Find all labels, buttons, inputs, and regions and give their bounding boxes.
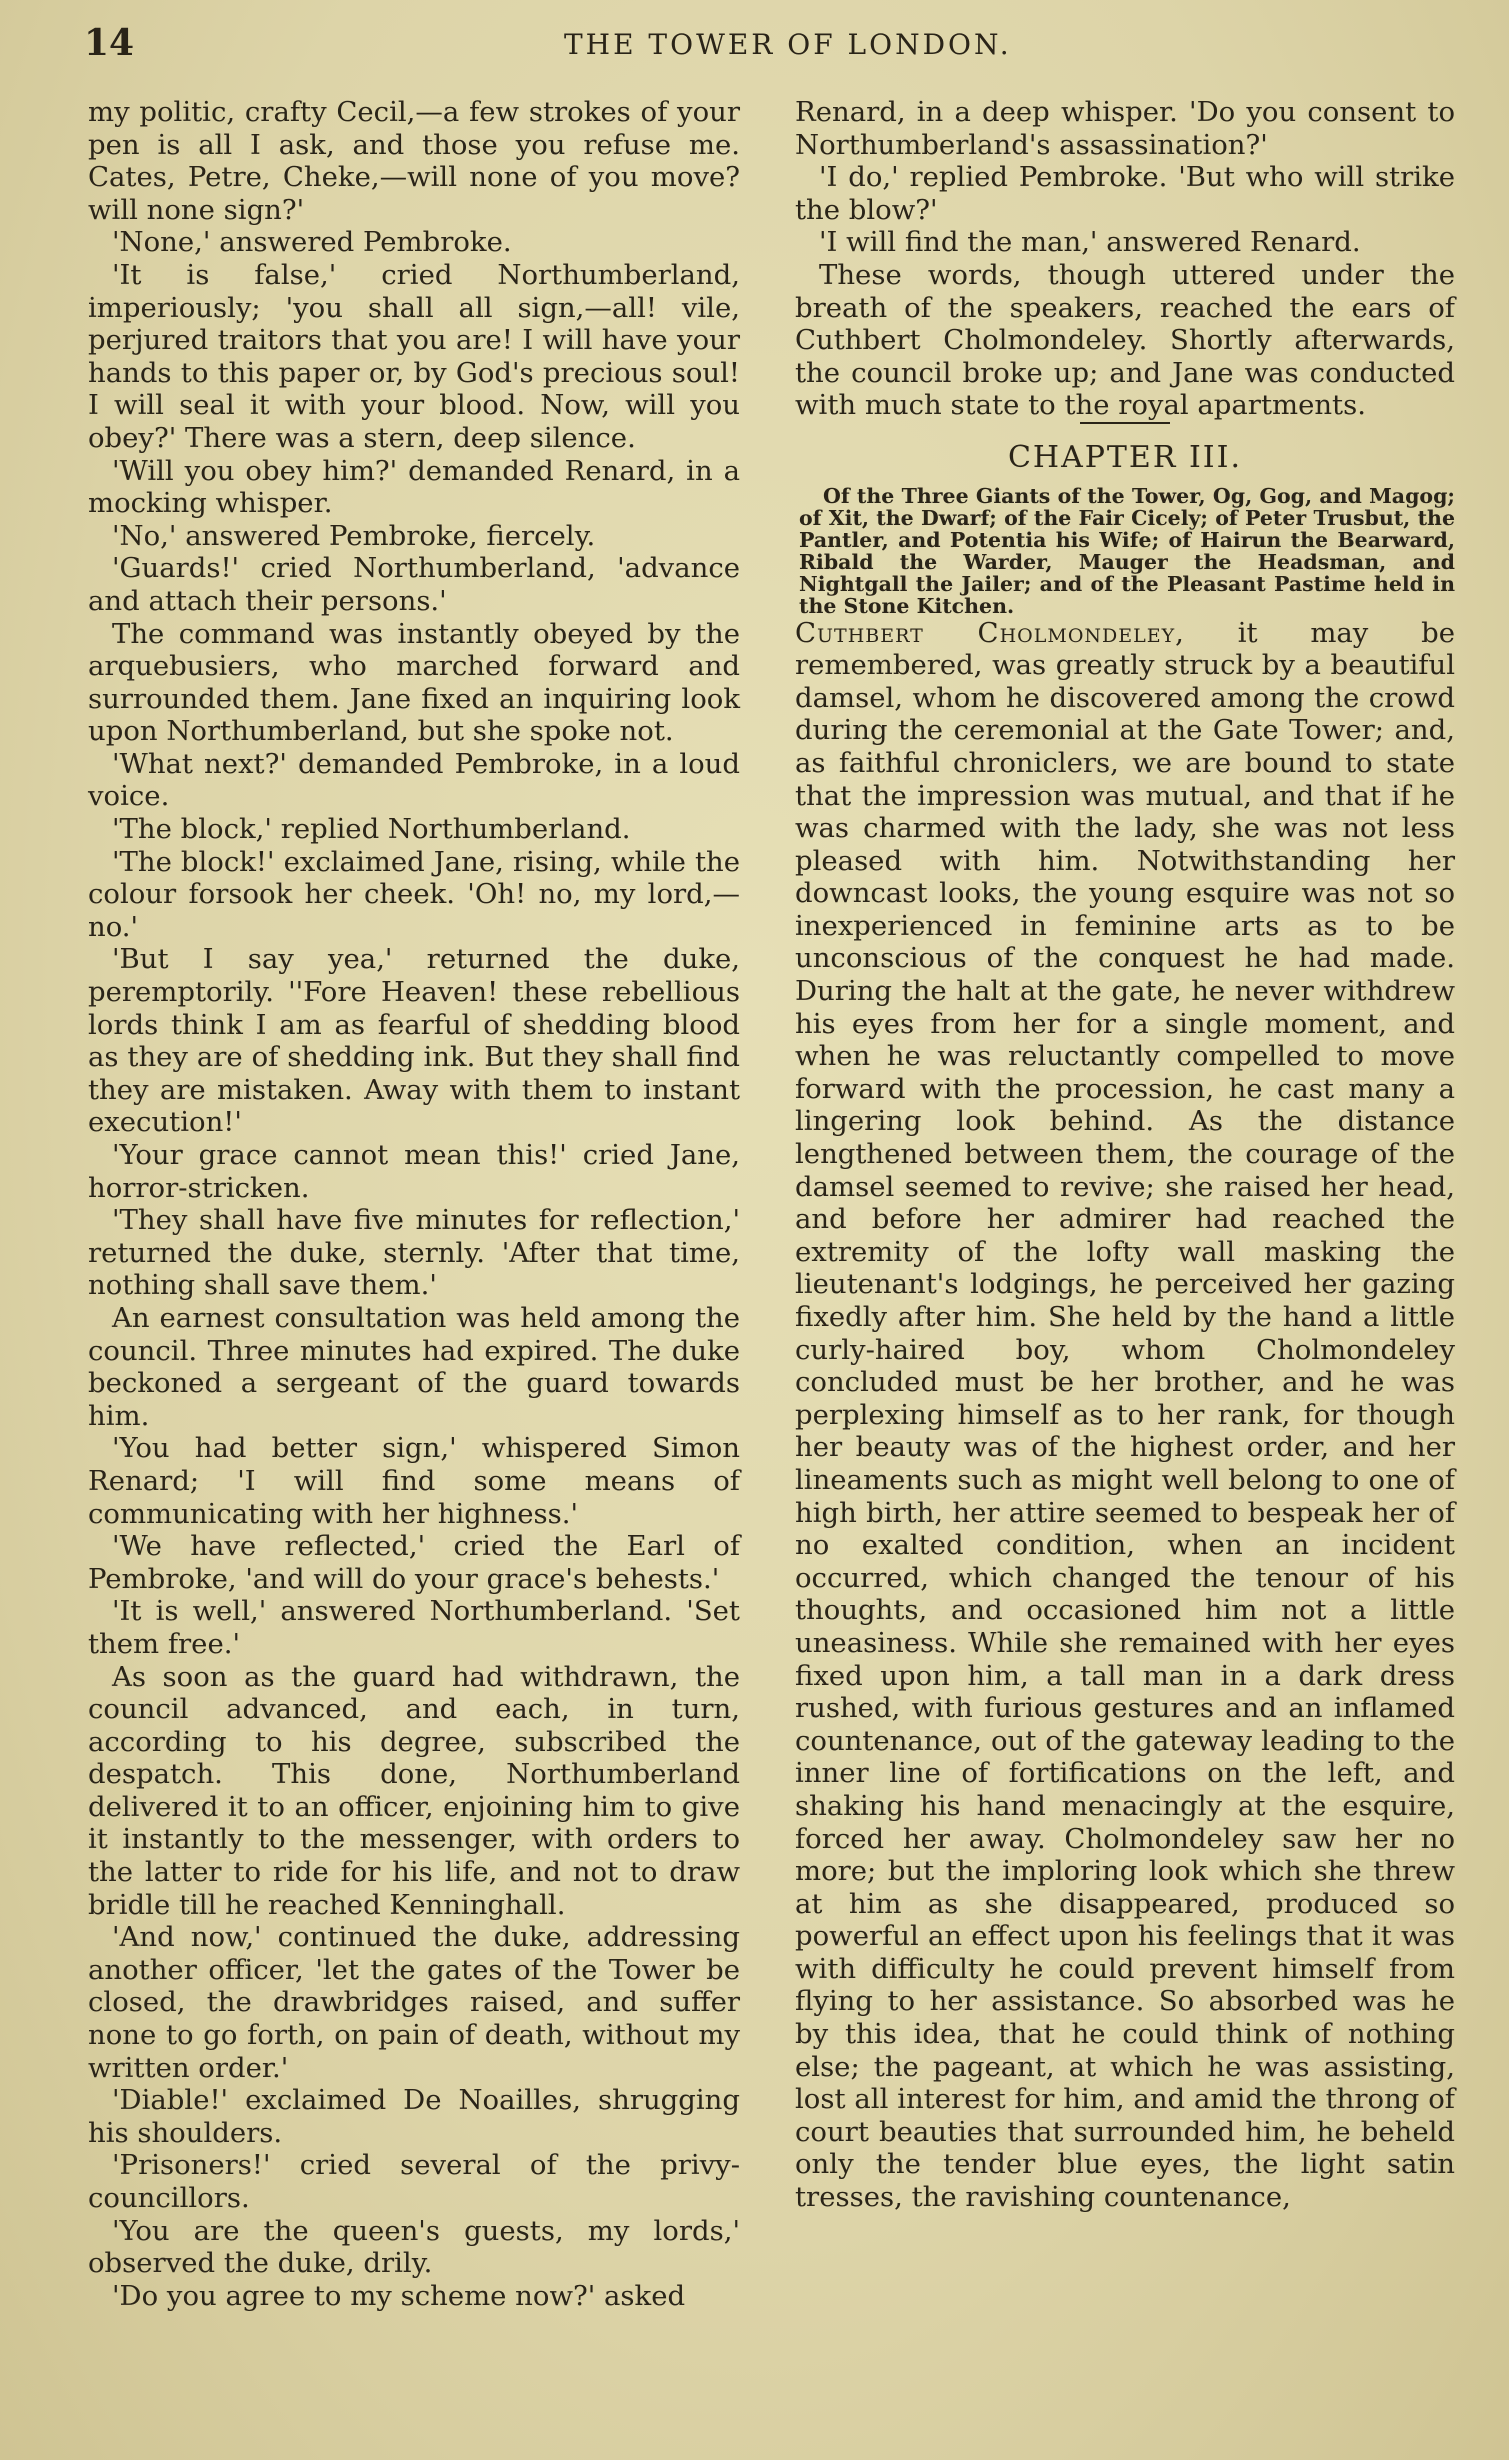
opening-name: Cuthbert Cholmondeley,: [795, 616, 1185, 649]
paragraph: As soon as the guard had withdrawn, the council advanced, and each, in turn, according to his degree, subscribed the despatch. This done, Northumberland delivered it to an officer, enjoining him to give it instantly to the messenger, with orders to the latter to ride for his life, and not to draw bridle till he reached Kenninghall.: [88, 1660, 740, 1921]
paragraph: my politic, crafty Cecil,—a few strokes of your pen is all I ask, and those you refuse me. Cates, Petre, Cheke,—will none of you move? will none sign?': [88, 96, 740, 226]
paragraph: 'Your grace cannot mean this!' cried Jane, horror-stricken.: [88, 1139, 740, 1204]
paragraph: 'I will find the man,' answered Renard.: [819, 226, 1361, 259]
chapter-synopsis: Of the Three Giants of the Tower, Og, Gog, and Magog; of Xit, the Dwarf; of the Fair Cicely; of Peter Trusbut, the Pantler, and Potentia his Wife; of Hairun the Bearward, Ribald the Warder, Mauger the Headsman, and Nightgall the Jailer; and of the Pleasant Pastime held in the Stone Kitchen.: [799, 483, 1455, 618]
paragraph: 'Do you agree to my scheme now?' asked: [112, 2279, 686, 2312]
paragraph: 'You are the queen's guests, my lords,' observed the duke, drily.: [88, 2214, 740, 2280]
paragraph: 'The block,' replied Northumberland.: [112, 813, 631, 846]
paragraph: 'They shall have five minutes for reflection,' returned the duke, sternly. 'After that time, nothing shall save them.': [88, 1204, 740, 1302]
paragraph: 'No,' answered Pembroke, fiercely.: [112, 519, 596, 552]
paragraph: 'You had better sign,' whispered Simon Renard; 'I will find some means of communicating with her highness.': [88, 1432, 740, 1530]
paragraph: An earnest consultation was held among the council. Three minutes had expired. The duke beckoned a sergeant of the guard towards him.: [88, 1301, 740, 1432]
paragraph: These words, though uttered under the breath of the speakers, reached the ears of Cuthbert Cholmondeley. Shortly afterwards, the council broke up; and Jane was conducted with much state to the royal apartments.: [795, 258, 1455, 422]
paragraph: 'It is well,' answered Northumberland. 'Set them free.': [88, 1595, 740, 1660]
running-title: THE TOWER OF LONDON.: [564, 28, 1012, 61]
paragraph: 'I do,' replied Pembroke. 'But who will strike the blow?': [795, 161, 1455, 226]
paragraph: 'We have reflected,' cried the Earl of Pembroke, 'and will do your grace's behests.': [88, 1530, 740, 1595]
left-column: [88, 96, 740, 2312]
paragraph: 'Guards!' cried Northumberland, 'advance and attach their persons.': [88, 552, 740, 617]
paragraph: Renard, in a deep whisper. 'Do you consent to Northumberland's assassination?': [795, 96, 1455, 161]
chapter-title: CHAPTER III.: [1007, 439, 1243, 475]
running-head: [84, 22, 1465, 68]
paragraph: 'None,' answered Pembroke.: [112, 226, 512, 259]
paragraph: 'And now,' continued the duke, addressing another officer, 'let the gates of the Tower be closed, the drawbridges raised, and suffer none to go forth, on pain of death, without my written order.': [88, 1921, 740, 2084]
paragraph: 'Diable!' exclaimed De Noailles, shrugging his shoulders.: [88, 2084, 740, 2149]
paragraph: 'What next?' demanded Pembroke, in a loud voice.: [88, 747, 740, 813]
section-divider: [1080, 422, 1170, 424]
page-number: 14: [84, 22, 135, 64]
right-column: [795, 96, 1455, 2214]
chapter-opening-paragraph: [795, 617, 1455, 2214]
opening-text: it may be remembered, was greatly struck by a beautiful damsel, whom he discovered among the crowd during the ceremonial at the Gate Tower; and, as faithful chroniclers, we are bound to state that the impression was mutual, and that if he was charmed with the lady, she was not less pleased with him. Notwithstanding her downcast looks, the young esquire was not so inexperienced in feminine arts as to be unconscious of the conquest he had made. During the halt at the gate, he never withdrew his eyes from her for a single moment, and when he was reluctantly compelled to move forward with the procession, he cast many a lingering look behind. As the distance lengthened between them, the courage of the damsel seemed to revive; she raised her head, and before her admirer had reached the extremity of the lofty wall masking the lieutenant's lodgings, he perceived her gazing fixedly after him. She held by the hand a little curly-haired boy, whom Cholmondeley concluded must be her brother, and he was perplexing himself as to her rank, for though her beauty was of the highest order, and her lineaments such as might well belong to one of high birth, her attire seemed to bespeak her of no exalted condition, when an incident occurred, which changed the tenour of his thoughts, and occasioned him not a little uneasiness. While she remained with her eyes fixed upon him, a tall man in a dark dress rushed, with furious gestures and an inflamed countenance, out of the gateway leading to the inner line of fortifications on the left, and shaking his hand menacingly at the esquire, forced her away. Cholmondeley saw her no more; but the imploring look which she threw at him as she disappeared, produced so powerful an effect upon his feelings that it was with difficulty he could prevent himself from flying to her assistance. So absorbed was he by this idea, that he could think of nothing else; the pageant, at which he was assisting, lost all interest for him, and amid the throng of court beauties that surrounded him, he beheld only the tender blue eyes, the light satin tresses, the ravishing countenance,: [795, 616, 1455, 2214]
paragraph: 'Prisoners!' cried several of the privy-councillors.: [88, 2149, 740, 2214]
paragraph: The command was instantly obeyed by the arquebusiers, who marched forward and surrounded them. Jane fixed an inquiring look upon Northumberland, but she spoke not.: [88, 617, 740, 748]
paragraph: 'The block!' exclaimed Jane, rising, while the colour forsook her cheek. 'Oh! no, my lord,—no.': [88, 845, 740, 943]
paragraph: 'It is false,' cried Northumberland, imperiously; 'you shall all sign,—all! vile, perjured traitors that you are! I will have your hands to this paper or, by God's precious soul! I will seal it with your blood. Now, will you obey?' There was a stern, deep silence.: [88, 258, 740, 454]
paragraph: 'Will you obey him?' demanded Renard, in a mocking whisper.: [88, 454, 740, 520]
paragraph: 'But I say yea,' returned the duke, peremptorily. ''Fore Heaven! these rebellious lords think I am as fearful of shedding blood as they are of shedding ink. But they shall find they are mistaken. Away with them to instant execution!': [88, 943, 740, 1139]
